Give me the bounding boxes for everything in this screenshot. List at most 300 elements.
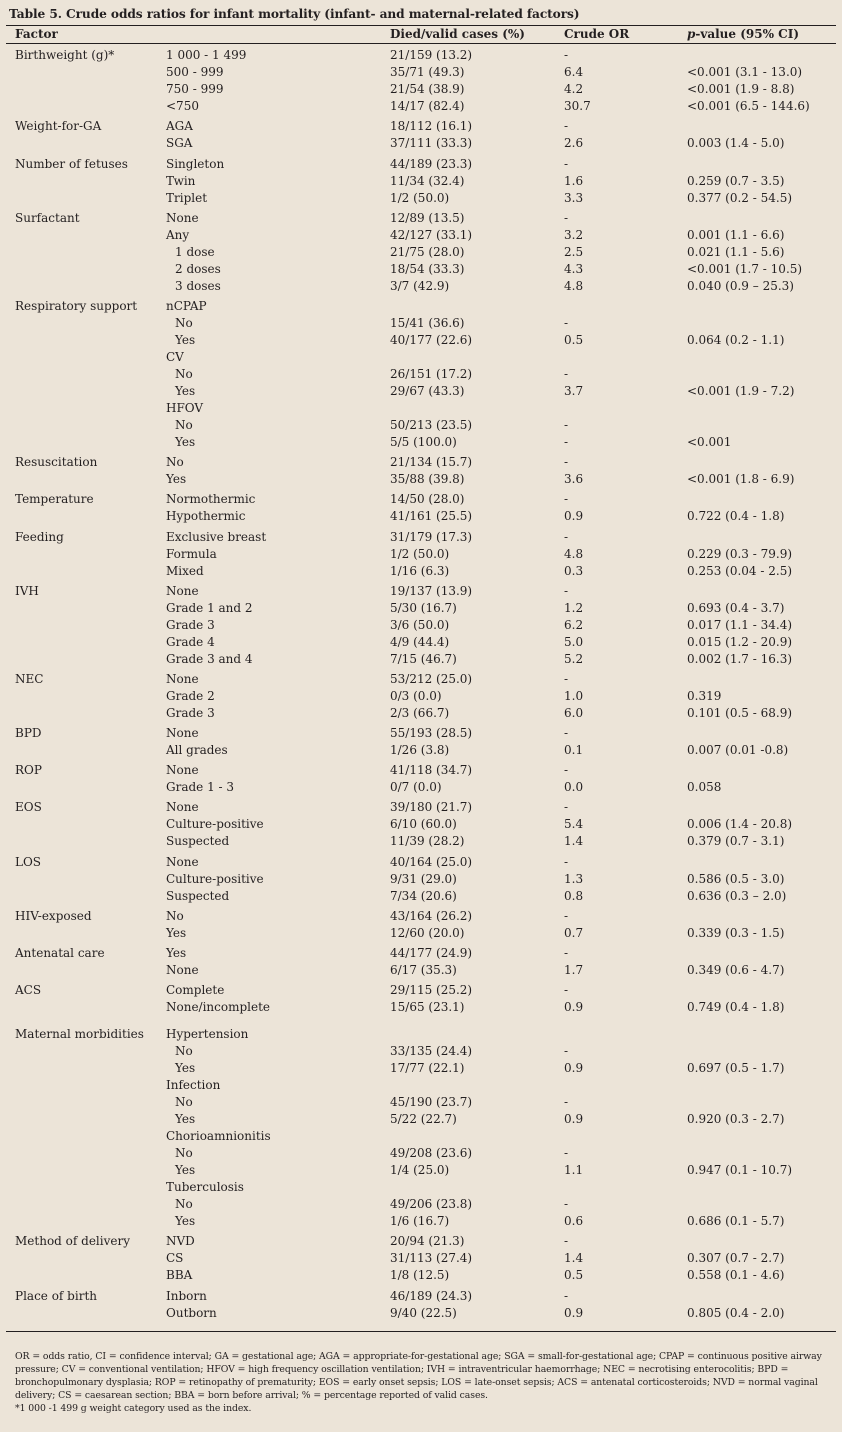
cases-cell: 21/159 (13.2) [390, 48, 473, 63]
odds-ratio-cell: - [564, 492, 569, 507]
level-cell: Suspected [166, 888, 230, 903]
level-cell: Mixed [166, 563, 204, 578]
cases-cell: 40/164 (25.0) [390, 854, 473, 869]
p-value-cell: 0.586 (0.5 - 3.0) [687, 871, 785, 886]
level-cell: None [166, 671, 199, 686]
odds-ratio-cell: - [564, 946, 569, 960]
table-row [6, 1250, 836, 1267]
header-cases: Died/valid cases (%) [390, 27, 525, 41]
p-value-cell: 0.001 (1.1 - 6.6) [687, 227, 785, 242]
cases-cell: 41/161 (25.5) [390, 509, 473, 524]
cases-cell: 39/180 (21.7) [390, 800, 473, 815]
odds-ratio-cell: 0.6 [564, 1214, 584, 1229]
level-cell: Grade 3 [166, 617, 215, 632]
p-value-cell: <0.001 [687, 434, 732, 449]
odds-ratio-cell: 5.0 [564, 634, 584, 649]
cases-cell: 12/89 (13.5) [390, 210, 465, 225]
table-page [6, 0, 836, 1416]
cases-cell: 0/3 (0.0) [390, 688, 442, 703]
level-cell: BBA [166, 1268, 193, 1283]
level-cell: Yes [175, 383, 196, 398]
table-row [6, 156, 836, 173]
level-cell: Yes [166, 946, 187, 960]
header-p-value [687, 26, 799, 43]
level-cell: 1 dose [175, 244, 215, 259]
factor-cell: Feeding [15, 529, 64, 544]
table-row [6, 1213, 836, 1230]
p-value-cell: 0.749 (0.4 - 1.8) [687, 1000, 785, 1015]
table-row [6, 366, 836, 383]
table-row [6, 298, 836, 315]
p-value-cell: <0.001 (1.9 - 7.2) [687, 383, 795, 398]
cases-cell: 6/17 (35.3) [390, 963, 457, 977]
odds-ratio-cell: 0.8 [564, 888, 584, 903]
table-row [6, 1179, 836, 1196]
level-cell: None [166, 854, 199, 869]
factor-cell: LOS [15, 854, 42, 869]
cases-cell: 49/208 (23.6) [390, 1146, 473, 1161]
level-cell: Yes [175, 434, 196, 449]
level-cell: No [166, 455, 184, 470]
table-row [6, 779, 836, 796]
table-row [6, 799, 836, 816]
cases-cell: 1/2 (50.0) [390, 546, 450, 561]
level-cell: Singleton [166, 156, 225, 171]
p-value-cell: 0.021 (1.1 - 5.6) [687, 244, 785, 259]
factor-cell: Weight-for-GA [15, 119, 102, 134]
level-cell: All grades [166, 743, 228, 758]
factor-cell: Resuscitation [15, 455, 98, 470]
table-row [6, 634, 836, 651]
cases-cell: 9/31 (29.0) [390, 871, 457, 886]
odds-ratio-cell: - [564, 1095, 569, 1110]
level-cell: None [166, 583, 199, 598]
level-cell: Yes [175, 1061, 196, 1076]
cases-cell: 7/34 (20.6) [390, 888, 457, 903]
table-row [6, 471, 836, 488]
level-cell: HFOV [166, 400, 204, 415]
table-row [6, 982, 836, 999]
cases-cell: 14/17 (82.4) [390, 99, 465, 114]
odds-ratio-cell: 0.3 [564, 563, 584, 578]
odds-ratio-cell: 1.3 [564, 871, 584, 886]
level-cell: None [166, 763, 199, 778]
cases-cell: 18/54 (33.3) [390, 261, 465, 276]
odds-ratio-cell: 4.3 [564, 261, 584, 276]
cases-cell: 19/137 (13.9) [390, 583, 473, 598]
odds-ratio-cell: 5.2 [564, 651, 584, 666]
table-row [6, 261, 836, 278]
odds-ratio-cell: 0.0 [564, 780, 584, 795]
level-cell: None [166, 210, 199, 225]
table-row [6, 1026, 836, 1043]
factor-cell: Number of fetuses [15, 156, 128, 171]
table-row [6, 1267, 836, 1284]
cases-cell: 21/54 (38.9) [390, 82, 465, 97]
odds-ratio-cell: 0.1 [564, 743, 584, 758]
p-value-cell: 0.007 (0.01 -0.8) [687, 743, 789, 758]
level-cell: Inborn [166, 1288, 207, 1303]
level-cell: Triplet [166, 190, 208, 205]
p-value-cell: 0.686 (0.1 - 5.7) [687, 1214, 785, 1229]
level-cell: CV [166, 349, 184, 364]
p-value-cell: 0.697 (0.5 - 1.7) [687, 1061, 785, 1076]
footnote-index: *1 000 -1 499 g weight category used as the index. [15, 1403, 252, 1415]
odds-ratio-cell: - [564, 1197, 569, 1212]
odds-ratio-cell: 0.9 [564, 1061, 584, 1076]
p-value-cell: 0.006 (1.4 - 20.8) [687, 817, 793, 832]
odds-ratio-cell: - [564, 854, 569, 869]
table-row [6, 508, 836, 525]
level-cell: 500 - 999 [166, 65, 224, 80]
p-value-cell: 0.636 (0.3 – 2.0) [687, 888, 787, 903]
table-header [6, 26, 836, 43]
odds-ratio-cell: - [564, 908, 569, 923]
table-row [6, 81, 836, 98]
odds-ratio-cell: 1.7 [564, 963, 584, 977]
odds-ratio-cell: - [564, 1044, 569, 1059]
factor-cell: HIV-exposed [15, 908, 92, 923]
table-row [6, 563, 836, 580]
factor-cell: Respiratory support [15, 298, 138, 313]
cases-cell: 40/177 (22.6) [390, 332, 473, 347]
level-cell: Yes [175, 1214, 196, 1229]
cases-cell: 29/67 (43.3) [390, 383, 465, 398]
odds-ratio-cell: - [564, 1146, 569, 1161]
odds-ratio-cell: 0.9 [564, 1305, 584, 1320]
table-row [6, 64, 836, 81]
table-row [6, 315, 836, 332]
cases-cell: 49/206 (23.8) [390, 1197, 473, 1212]
table-row [6, 583, 836, 600]
p-value-cell: 0.002 (1.7 - 16.3) [687, 651, 793, 666]
table-row [6, 1077, 836, 1094]
level-cell: Normothermic [166, 492, 256, 507]
level-cell: No [175, 315, 193, 330]
table-row [6, 833, 836, 850]
cases-cell: 3/7 (42.9) [390, 278, 450, 293]
odds-ratio-cell: 1.4 [564, 1251, 584, 1266]
table-row [6, 454, 836, 471]
factor-cell: ACS [15, 983, 42, 998]
odds-ratio-cell: - [564, 671, 569, 686]
p-value-cell: 0.805 (0.4 - 2.0) [687, 1305, 785, 1320]
header-or: Crude OR [564, 27, 630, 41]
odds-ratio-cell: 1.0 [564, 688, 584, 703]
table-row [6, 1060, 836, 1077]
table-row [6, 762, 836, 779]
odds-ratio-cell: 1.6 [564, 173, 584, 188]
table-row [6, 349, 836, 366]
level-cell: Hypothermic [166, 509, 246, 524]
odds-ratio-cell: 3.7 [564, 383, 584, 398]
table-title: Table 5. Crude odds ratios for infant mortality (infant- and maternal-related factors) [9, 7, 580, 21]
level-cell: Hypertension [166, 1027, 249, 1042]
odds-ratio-cell: - [564, 417, 569, 432]
p-value-cell: 0.379 (0.7 - 3.1) [687, 834, 785, 849]
level-cell: Any [166, 227, 190, 242]
p-value-cell: 0.947 (0.1 - 10.7) [687, 1163, 793, 1178]
table-row [6, 962, 836, 979]
level-cell: Yes [166, 925, 187, 940]
p-value-cell: 0.017 (1.1 - 34.4) [687, 617, 793, 632]
factor-cell: Temperature [15, 492, 94, 507]
cases-cell: 41/118 (34.7) [390, 763, 473, 778]
level-cell: <750 [166, 99, 199, 114]
table-row [6, 925, 836, 942]
table-row [6, 705, 836, 722]
p-value-cell: 0.015 (1.2 - 20.9) [687, 634, 793, 649]
level-cell: Suspected [166, 834, 230, 849]
odds-ratio-cell: - [564, 156, 569, 171]
table-row [6, 945, 836, 962]
p-value-cell: 0.920 (0.3 - 2.7) [687, 1112, 785, 1127]
table-row [6, 1162, 836, 1179]
cases-cell: 11/34 (32.4) [390, 173, 465, 188]
p-value-cell: 0.040 (0.9 – 25.3) [687, 278, 794, 293]
level-cell: SGA [166, 136, 193, 151]
table-body [6, 44, 836, 1322]
cases-cell: 37/111 (33.3) [390, 136, 473, 151]
level-cell: Grade 1 - 3 [166, 780, 235, 795]
odds-ratio-cell: 2.6 [564, 136, 584, 151]
cases-cell: 43/164 (26.2) [390, 908, 473, 923]
p-value-cell: <0.001 (6.5 - 144.6) [687, 99, 810, 114]
table-row [6, 332, 836, 349]
p-value-cell: <0.001 (1.8 - 6.9) [687, 472, 795, 487]
table-row [6, 1196, 836, 1213]
table-row [6, 210, 836, 227]
level-cell: NVD [166, 1234, 195, 1249]
level-cell: Grade 3 and 4 [166, 651, 253, 666]
cases-cell: 1/4 (25.0) [390, 1163, 450, 1178]
cases-cell: 55/193 (28.5) [390, 726, 473, 741]
cases-cell: 46/189 (24.3) [390, 1288, 473, 1303]
cases-cell: 53/212 (25.0) [390, 671, 473, 686]
p-value-cell: 0.259 (0.7 - 3.5) [687, 173, 785, 188]
level-cell: No [166, 908, 184, 923]
level-cell: No [175, 1146, 193, 1161]
cases-cell: 26/151 (17.2) [390, 366, 473, 381]
cases-cell: 21/134 (15.7) [390, 455, 473, 470]
table-row [6, 816, 836, 833]
table-row [6, 1288, 836, 1305]
factor-cell: Birthweight (g)* [15, 48, 115, 63]
level-cell: No [175, 1095, 193, 1110]
table-row [6, 434, 836, 451]
table-row [6, 1094, 836, 1111]
odds-ratio-cell: 4.8 [564, 278, 584, 293]
cases-cell: 0/7 (0.0) [390, 780, 442, 795]
table-row [6, 888, 836, 905]
cases-cell: 50/213 (23.5) [390, 417, 473, 432]
p-value-cell: 0.003 (1.4 - 5.0) [687, 136, 785, 151]
odds-ratio-cell: 0.7 [564, 925, 584, 940]
table-row [6, 400, 836, 417]
cases-cell: 31/179 (17.3) [390, 529, 473, 544]
cases-cell: 1/8 (12.5) [390, 1268, 450, 1283]
cases-cell: 15/41 (36.6) [390, 315, 465, 330]
factor-cell: Surfactant [15, 210, 80, 225]
factor-cell: Method of delivery [15, 1234, 130, 1249]
level-cell: Infection [166, 1078, 221, 1093]
odds-ratio-cell: - [564, 583, 569, 598]
odds-ratio-cell: 0.5 [564, 332, 584, 347]
odds-ratio-cell: - [564, 119, 569, 134]
p-value-cell: 0.722 (0.4 - 1.8) [687, 509, 785, 524]
group-spacer [6, 1016, 836, 1026]
factor-cell: EOS [15, 800, 42, 815]
odds-ratio-cell: - [564, 529, 569, 544]
table-row [6, 529, 836, 546]
level-cell: Grade 3 [166, 705, 215, 720]
p-value-cell: 0.319 [687, 688, 722, 703]
level-cell: Formula [166, 546, 217, 561]
level-cell: None [166, 963, 199, 977]
cases-cell: 45/190 (23.7) [390, 1095, 473, 1110]
table-row [6, 383, 836, 400]
cases-cell: 15/65 (23.1) [390, 1000, 465, 1015]
level-cell: Yes [175, 1163, 196, 1178]
p-value-cell: 0.377 (0.2 - 54.5) [687, 190, 793, 205]
header-p-italic: p [687, 27, 696, 41]
table-row [6, 742, 836, 759]
level-cell: Complete [166, 983, 225, 998]
level-cell: 750 - 999 [166, 82, 224, 97]
factor-cell: IVH [15, 583, 39, 598]
p-value-cell: 0.339 (0.3 - 1.5) [687, 925, 785, 940]
cases-cell: 1/2 (50.0) [390, 190, 450, 205]
odds-ratio-cell: 0.5 [564, 1268, 584, 1283]
level-cell: Grade 2 [166, 688, 215, 703]
level-cell: Grade 4 [166, 634, 215, 649]
odds-ratio-cell: - [564, 763, 569, 778]
odds-ratio-cell: 1.1 [564, 1163, 584, 1178]
cases-cell: 20/94 (21.3) [390, 1234, 465, 1249]
level-cell: Exclusive breast [166, 529, 267, 544]
odds-ratio-cell: 2.5 [564, 244, 584, 259]
p-value-cell: 0.064 (0.2 - 1.1) [687, 332, 785, 347]
table-row [6, 190, 836, 207]
cases-cell: 11/39 (28.2) [390, 834, 465, 849]
factor-cell: Antenatal care [15, 946, 105, 960]
factor-cell: BPD [15, 726, 42, 741]
cases-cell: 14/50 (28.0) [390, 492, 465, 507]
odds-ratio-cell: 3.2 [564, 227, 584, 242]
factor-cell: Maternal morbidities [15, 1027, 144, 1042]
cases-cell: 21/75 (28.0) [390, 244, 465, 259]
cases-cell: 1/26 (3.8) [390, 743, 450, 758]
odds-ratio-cell: 1.2 [564, 600, 584, 615]
level-cell: No [175, 366, 193, 381]
level-cell: Culture-positive [166, 817, 264, 832]
table-row [6, 244, 836, 261]
cases-cell: 6/10 (60.0) [390, 817, 457, 832]
odds-ratio-cell: 0.9 [564, 1112, 584, 1127]
level-cell: Grade 1 and 2 [166, 600, 253, 615]
header-factor: Factor [15, 27, 58, 41]
p-value-cell: 0.558 (0.1 - 4.6) [687, 1268, 785, 1283]
odds-ratio-cell: 30.7 [564, 99, 591, 114]
odds-ratio-cell: - [564, 366, 569, 381]
table-row [6, 417, 836, 434]
odds-ratio-cell: - [564, 455, 569, 470]
cases-cell: 33/135 (24.4) [390, 1044, 473, 1059]
footnote-abbreviations: OR = odds ratio, CI = confidence interval; GA = gestational age; AGA = appropriate-for-gestational age; SGA = small-for-gestational age; CPAP = continuous positive airway pressure; CV = conventional ventilation; HFOV = high frequency oscillation ventilation; IVH = intraventricular haemorrhage; NEC = necrotising enterocolitis; BPD = bronchopulmonary dysplasia; ROP = retinopathy of prematurity; EOS = early onset sepsis; LOS = late-onset sepsis; ACS = antenatal corticosteroids; NVD = normal vaginal delivery; CS = caesarean section; BBA = born before arrival; % = percentage reported of valid cases. [15, 1350, 822, 1402]
cases-cell: 17/77 (22.1) [390, 1061, 465, 1076]
table-row [6, 688, 836, 705]
cases-cell: 44/189 (23.3) [390, 156, 473, 171]
table-row [6, 671, 836, 688]
cases-cell: 29/115 (25.2) [390, 983, 473, 998]
table-row [6, 98, 836, 115]
table-row [6, 1111, 836, 1128]
cases-cell: 1/16 (6.3) [390, 563, 450, 578]
level-cell: 3 doses [175, 278, 221, 293]
p-value-cell: <0.001 (1.7 - 10.5) [687, 261, 803, 276]
level-cell: Outborn [166, 1305, 217, 1320]
cases-cell: 42/127 (33.1) [390, 227, 473, 242]
cases-cell: 5/30 (16.7) [390, 600, 457, 615]
odds-ratio-cell: - [564, 983, 569, 998]
cases-cell: 5/5 (100.0) [390, 434, 457, 449]
level-cell: 1 000 - 1 499 [166, 48, 247, 63]
odds-ratio-cell: - [564, 48, 569, 63]
odds-ratio-cell: - [564, 800, 569, 815]
factor-cell: Place of birth [15, 1288, 97, 1303]
table-row [6, 1233, 836, 1250]
level-cell: No [175, 1044, 193, 1059]
cases-cell: 2/3 (66.7) [390, 705, 450, 720]
table-row [6, 1128, 836, 1145]
odds-ratio-cell: 3.6 [564, 472, 584, 487]
odds-ratio-cell: 1.4 [564, 834, 584, 849]
level-cell: Tuberculosis [166, 1180, 244, 1195]
cases-cell: 9/40 (22.5) [390, 1305, 457, 1320]
header-p-rest: -value (95% CI) [695, 27, 800, 41]
odds-ratio-cell: 4.2 [564, 82, 584, 97]
p-value-cell: 0.101 (0.5 - 68.9) [687, 705, 793, 720]
table-row [6, 1145, 836, 1162]
level-cell: None [166, 726, 199, 741]
level-cell: 2 doses [175, 261, 221, 276]
odds-ratio-cell: - [564, 210, 569, 225]
table-row [6, 546, 836, 563]
level-cell: CS [166, 1251, 184, 1266]
p-value-cell: 0.307 (0.7 - 2.7) [687, 1251, 785, 1266]
cases-cell: 3/6 (50.0) [390, 617, 450, 632]
cases-cell: 18/112 (16.1) [390, 119, 473, 134]
table-row [6, 651, 836, 668]
odds-ratio-cell: 4.8 [564, 546, 584, 561]
table-row [6, 999, 836, 1016]
odds-ratio-cell: - [564, 726, 569, 741]
table-row [6, 173, 836, 190]
cases-cell: 35/71 (49.3) [390, 65, 465, 80]
odds-ratio-cell: 3.3 [564, 190, 584, 205]
level-cell: Culture-positive [166, 871, 264, 886]
odds-ratio-cell: - [564, 1288, 569, 1303]
table-row [6, 725, 836, 742]
odds-ratio-cell: 6.4 [564, 65, 584, 80]
p-value-cell: <0.001 (3.1 - 13.0) [687, 65, 803, 80]
cases-cell: 12/60 (20.0) [390, 925, 465, 940]
odds-ratio-cell: - [564, 315, 569, 330]
p-value-cell: 0.253 (0.04 - 2.5) [687, 563, 793, 578]
odds-ratio-cell: 5.4 [564, 817, 584, 832]
table-footnotes [6, 1332, 836, 1416]
p-value-cell: 0.058 [687, 780, 722, 795]
